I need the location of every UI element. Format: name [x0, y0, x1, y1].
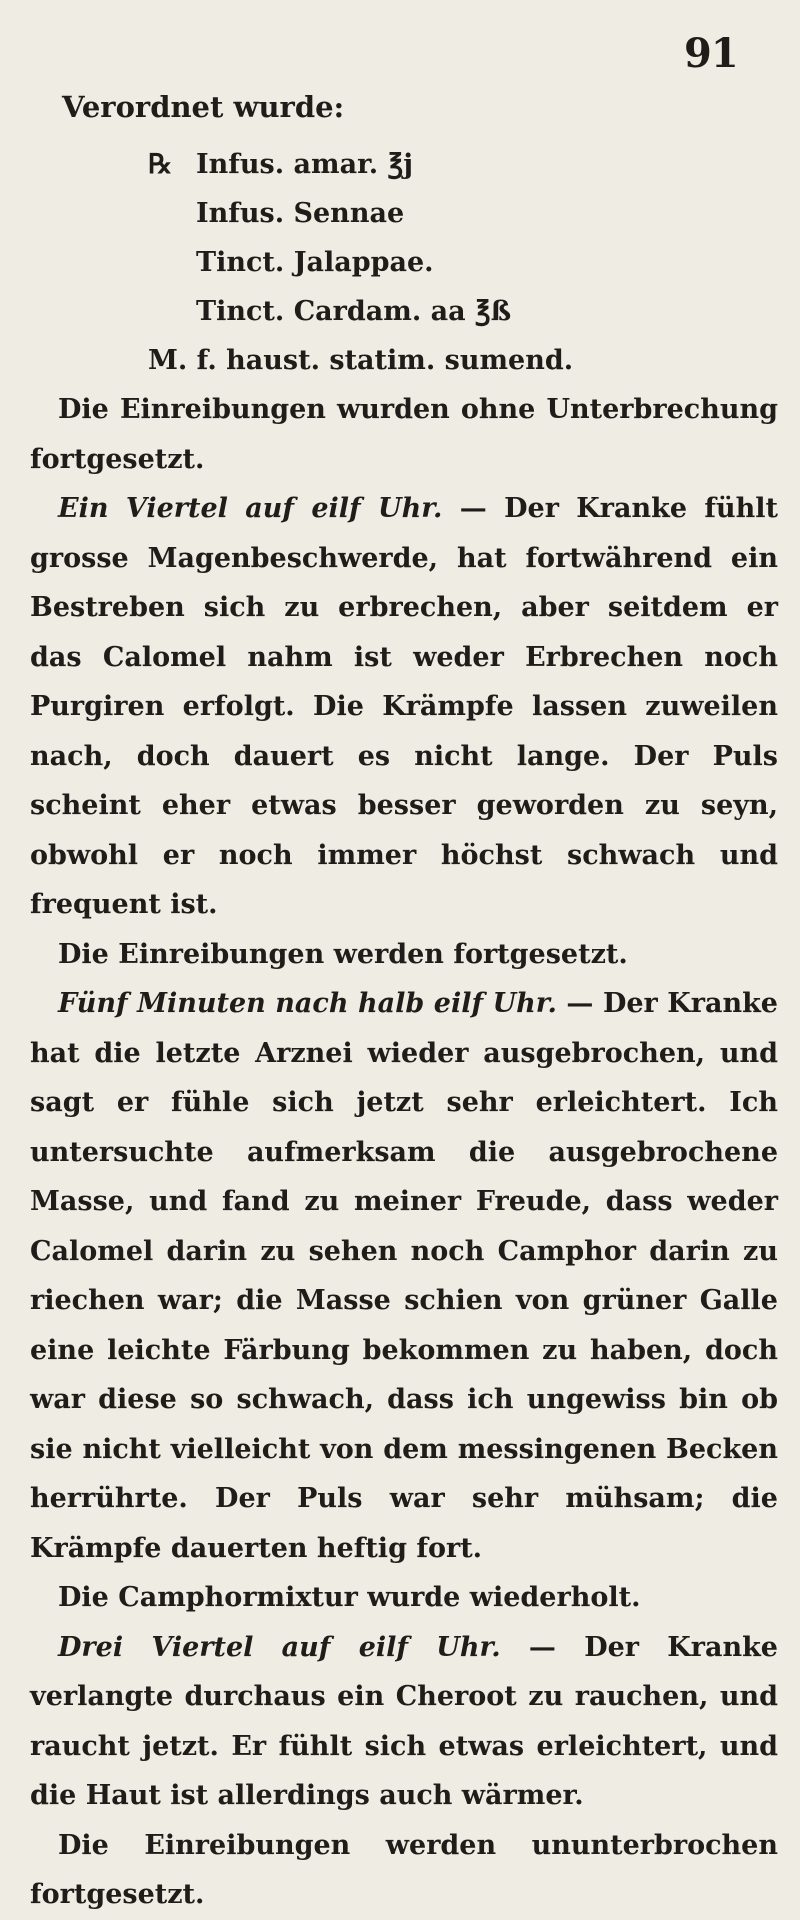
section-heading: Verordnet wurde:	[62, 90, 345, 124]
prescription-ingredient: Tinct. Cardam. aa ℥ß	[196, 296, 512, 327]
prescription-line	[148, 287, 573, 336]
time-marker: Fünf Minuten nach halb eilf Uhr.	[58, 988, 557, 1019]
paragraph	[30, 1623, 778, 1821]
time-marker: Ein Viertel auf eilf Uhr.	[58, 493, 443, 524]
paragraph-text: Die Camphormixtur wurde wiederholt.	[58, 1582, 641, 1613]
paragraph-text: Die Einreibungen wurden ohne Unterbrechung fortgesetzt.	[30, 394, 778, 475]
paragraph-text: — Der Kranke hat die letzte Arznei wieder ausgebrochen, und sagt er fühle sich jetzt sehr erleichtert. Ich untersuchte aufmerksam die ausgebrochene Masse, und fand zu meiner Freude, dass weder Calomel darin zu sehen noch Camphor darin zu riechen war; die Masse schien von grüner Galle eine leichte Färbung bekommen zu haben, doch war diese so schwach, dass ich ungewiss bin ob sie nicht vielleicht von dem messingenen Becken herrührte. Der Puls war sehr mühsam; die Krämpfe dauerten heftig fort.	[30, 988, 778, 1564]
paragraph-text: Die Einreibungen werden ununterbrochen fortgesetzt.	[30, 1829, 778, 1910]
paragraph	[30, 484, 778, 930]
paragraph-text: — Der Kranke fühlt grosse Magenbeschwerde, hat fortwährend ein Bestreben sich zu erbrechen, aber seitdem er das Calomel nahm ist weder Erbrechen noch Purgiren erfolgt. Die Krämpfe lassen zuweilen nach, doch dauert es nicht lange. Der Puls scheint eher etwas besser geworden zu seyn, obwohl er noch immer höchst schwach und frequent ist.	[30, 493, 778, 920]
prescription-block	[148, 140, 573, 385]
paragraph	[30, 930, 778, 980]
prescription-instruction-line	[148, 336, 573, 385]
prescription-instruction: M. f. haust. statim. sumend.	[148, 345, 574, 376]
paragraph	[30, 385, 778, 484]
body-text	[30, 385, 778, 1920]
recipe-symbol: ℞	[148, 149, 173, 180]
prescription-ingredient: Infus. amar. ℥j	[196, 149, 413, 180]
prescription-ingredient: Tinct. Jalappae.	[196, 247, 434, 278]
prescription-line	[148, 238, 573, 287]
time-marker: Drei Viertel auf eilf Uhr.	[58, 1631, 501, 1663]
page-number: 91	[684, 30, 738, 77]
prescription-line	[148, 140, 573, 189]
paragraph-text: — Der Kranke verlangte durchaus ein Cheroot zu rauchen, und raucht jetzt. Er fühlt sich etwas erleichtert, und die Haut ist allerdings auch wärmer.	[30, 1631, 778, 1811]
paragraph	[30, 1821, 778, 1920]
paragraph-text: Die Einreibungen werden fortgesetzt.	[58, 938, 628, 970]
paragraph	[30, 979, 778, 1573]
prescription-ingredient: Infus. Sennae	[196, 198, 405, 229]
prescription-line	[148, 189, 573, 238]
paragraph	[30, 1573, 778, 1623]
